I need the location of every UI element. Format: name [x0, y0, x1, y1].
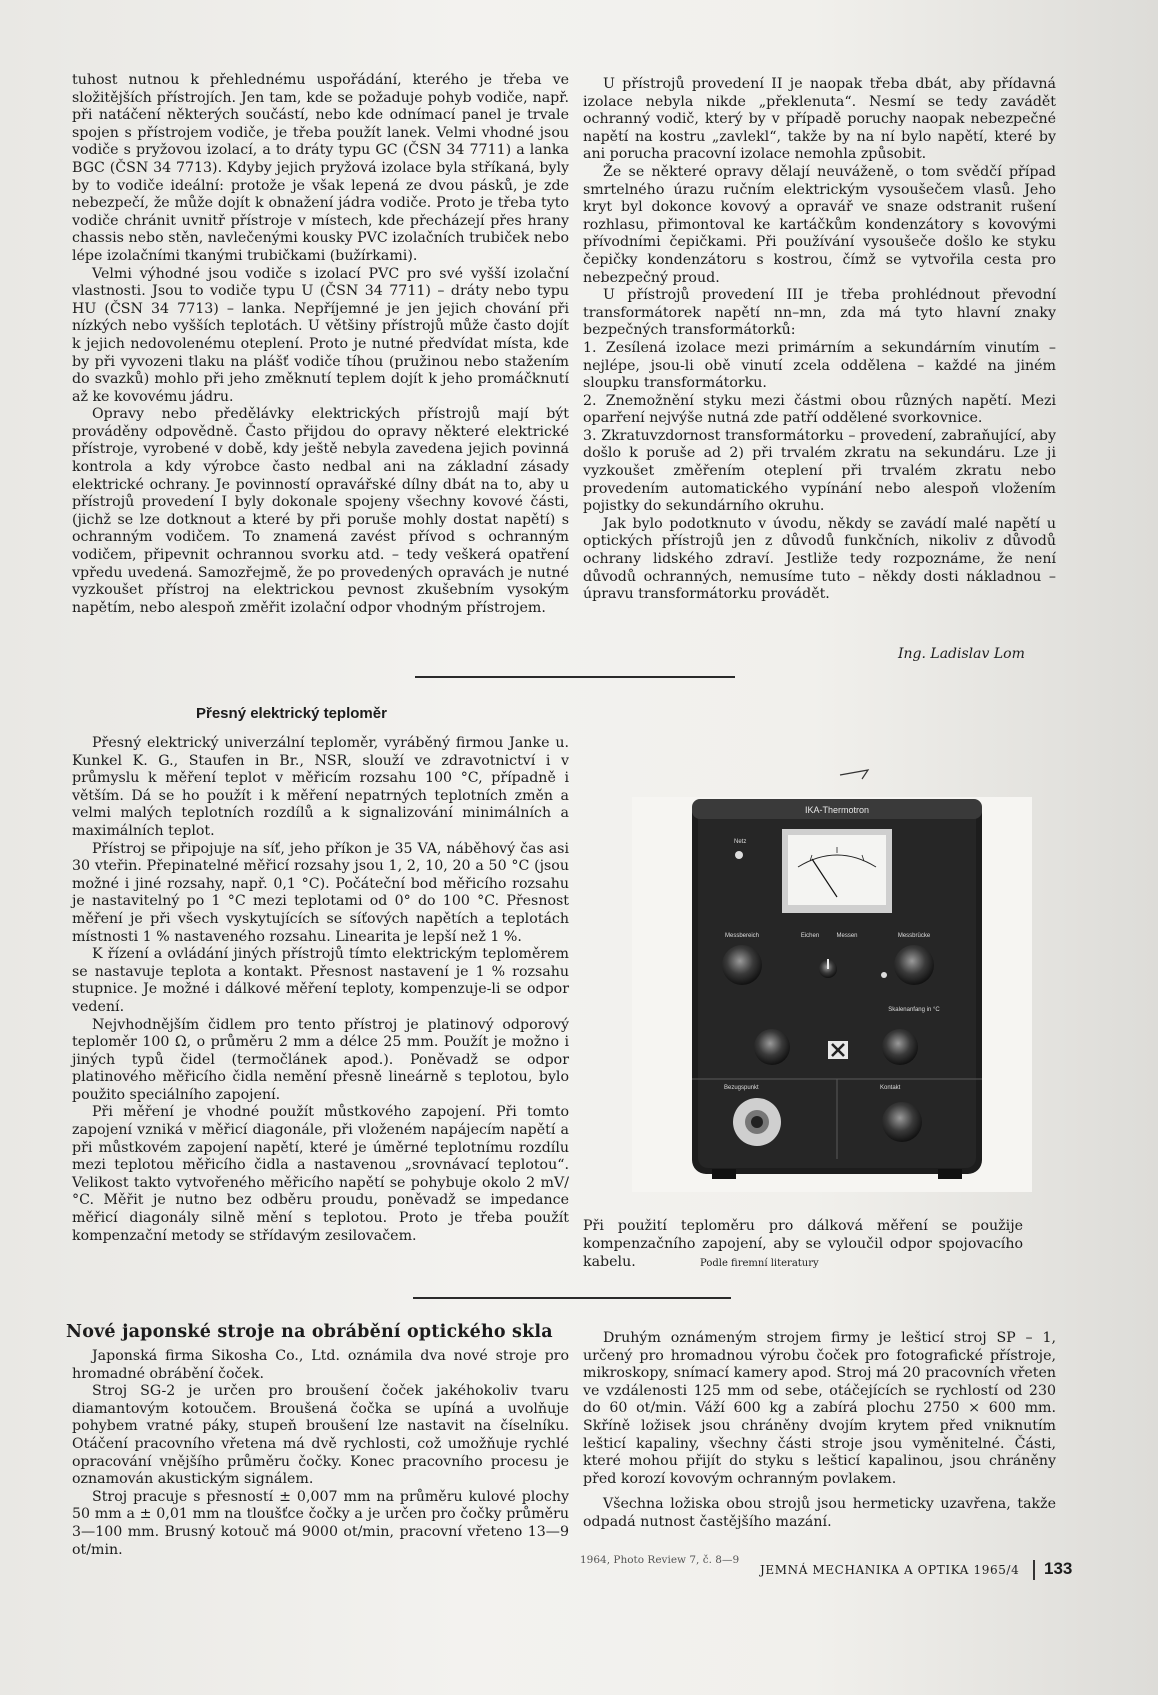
knob-label: Eichen	[800, 933, 820, 939]
article-column-thermometer	[72, 735, 569, 1245]
paragraph: Stroj pracuje s přesností ± 0,007 mm na průměru kulové plochy 50 mm a ± 0,01 mm na tloušťce čočky a je určen pro čočky průměru 3—100 mm. Brusný kotouč má 9000 ot/min, pracovní vřeteno 13—9 ot/min.	[72, 1488, 569, 1558]
device-brand-label: IKA-Thermotron	[804, 805, 870, 815]
footer-divider	[1033, 1560, 1035, 1580]
article-column-japanese-right	[583, 1330, 1056, 1532]
section-divider	[415, 676, 735, 678]
paragraph: Přesný elektrický univerzální teploměr, vyráběný firmou Janke u. Kunkel K. G., Staufen in Br., NSR, slouží ve zdravotnictví i v průmyslu k měření teplot v měřicím rozsahu 100 °C, případně i větším. Dá se ho použít i k měření nepatrných teplotních změn a velmi malých teplotních rozdílů a k signalizování minimálních a maximálních teplot.	[72, 735, 569, 839]
paragraph: Jak bylo podotknuto v úvodu, někdy se zavádí malé napětí u optických přístrojů jen z důvodů funkčních, nikoliv z důvodů ochrany lidského zdraví. Jestliže tedy rozpoznáme, že není důvodů ochranných, nemusíme tuto – někdy dosti nákladnou – úpravu transformátorku provádět.	[583, 515, 1056, 603]
article-title-japanese: Nové japonské stroje na obrábění optického skla	[66, 1322, 553, 1342]
paragraph: U přístrojů provedení II je naopak třeba dbát, aby přídavná izolace nebyla nikde „překlenuta“. Nesmí se tedy zavádět ochranný vodič, který by v případě poruchy naopak nebezpečné napětí na kostru „zavlekl“, takže by na ní bylo napětí, které by ani porucha pracovní izolace nemohla způsobit.	[583, 76, 1056, 163]
paragraph: Všechna ložiska obou strojů jsou hermeticky uzavřena, takže odpadá nutnost častějšího mazání.	[583, 1496, 1056, 1530]
contact-knob-icon	[882, 1102, 922, 1142]
caption-source: Podle firemní literatury	[700, 1258, 819, 1269]
pen-mark-icon	[838, 767, 878, 787]
knob-label: Messbereich	[724, 933, 760, 939]
paragraph: Stroj SG-2 je určen pro broušení čoček jakéhokoliv tvaru diamantovým kotoučem. Broušená čočka se upíná a uvolňuje pohybem vratné páky, stupeň broušení lze nastavit na číselníku. Otáčení pracovního vřetena má dvě rychlosti, což umožňuje rychlé opracování vnějšího průměru čočky. Konec pracovního procesu je oznamován akustickým signálem.	[72, 1383, 569, 1488]
paragraph: Že se některé opravy dělají neuváženě, o tom svědčí případ smrtelného úrazu ručním elektrickým vysoušečem vlasů. Jeho kryt byl dokonce kovový a opravář ve snaze odstranit rušení rozhlasu, přimontoval ke kartáčkům kondenzátory s kovovými přívodními čepičkami. Při používání vysoušeče došlo ke styku čepičky kondenzátoru s kostrou, čímž se vytvořila cesta pro nebezpečný proud.	[583, 163, 1056, 286]
paragraph: Opravy nebo předělávky elektrických přístrojů mají být prováděny odpovědně. Často přijdou do opravy některé elektrické přístroje, vyrobené v době, kdy ještě nebyla zavedena jejich povinná kontrola a kdy výrobce často nedbal ani na základní zásady elektrické ochrany. Je povinností opravářské dílny dbát na to, aby u přístrojů provedení I byly dokonale spojeny všechny kovové části, (jichž se lze dotknout a které by při poruše mohly dostat napětí) s ochranným vodičem. To znamená zavést přívod s ochranným vodičem, připevnit ochrannou svorku atd. – tedy veškerá opatření vpředu uvedená. Samozřejmě, že po provedených opravách je nutné vyzkoušet přístroj na elektrickou pevnost zkušebním vysokým napětím, nebo alespoň změřit izolační odpor vhodným přístrojem.	[72, 406, 569, 616]
section-divider	[413, 1297, 731, 1299]
article-column-japanese-left	[72, 1348, 569, 1559]
list-item: 1. Zesílená izolace mezi primárním a sekundárním vinutím – nejlépe, jsou-li obě vinutí zcela oddělena – každé na jiném sloupku transformátorku.	[583, 339, 1056, 392]
paragraph: U přístrojů provedení III je třeba prohlédnout převodní transformátorek napětí nn–mn, zda má tyto hlavní znaky bezpečných transformátorků:	[583, 287, 1056, 339]
page-number: 133	[1044, 1559, 1073, 1578]
list-item: 3. Zkratuvzdornost transformátorku – provedení, zabraňující, aby došlo k poruše ad 2) při trvalém zkratu na sekundáru. Lze ji vyzkoušet změřením oteplení při trvalém zkratu nebo provedením automatického vypínání nebo alespoň vložením pojistky do sekundárního okruhu.	[583, 427, 1056, 515]
bridge-knob-icon	[894, 945, 934, 985]
paragraph: Přístroj se připojuje na síť, jeho příkon je 35 VA, náběhový čas asi 30 vteřin. Přepinatelné měřicí rozsahy jsou 1, 2, 10, 20 a 50 °C (jsou možné i jiné rozsahy, např. 0,1 °C). Počáteční bod měřicího rozsahu je nastavitelný po 1 °C mezi teplotami od 0° do 100 °C. Přesnost měření je při všech vyskytujících se síťových napětích a teplotách místnosti 1 % nastaveného rozsahu. Linearita je lepší než 1 %.	[72, 840, 569, 945]
paragraph: Japonská firma Sikosha Co., Ltd. oznámila dva nové stroje pro hromadné obrábění čoček.	[72, 1348, 569, 1382]
paragraph: Velmi výhodné jsou vodiče s izolací PVC pro své vyšší izolační vlastnosti. Jsou to vodiče typu U (ČSN 34 7711) – dráty nebo typu HU (ČSN 34 7713) – lanka. Nepříjemné je jen jejich chování při nízkých nebo vyšších teplotách. U většiny přístrojů může často dojít k jejich nedovolenému oteplení. Proto je nutné předvídat místa, kde by při vyvozeni tlaku na plášť vodiče tíhou (pružinou nebo stažením do svazků) mohlo při jeho změknutí teplem dojít k jeho promáčknutí až ke kovovému jádru.	[72, 265, 569, 405]
knob-label: Messbrücke	[897, 933, 931, 939]
paragraph: K řízení a ovládání jiných přístrojů tímto elektrickým teploměrem se nastavuje teplota a kontakt. Přesnost nastavení je 1 % rozsahu stupnice. Je možné i dálkové měření teploty, kompenzuje-li se odpor vedení.	[72, 946, 569, 1015]
article-column-top-left	[72, 72, 569, 617]
photo-caption: Při použití teploměru pro dálková měření se použije kompenzačního zapojení, aby se vyloučil odpor spojovacího kabelu.	[583, 1218, 1023, 1270]
knob-label: Messen	[836, 933, 858, 939]
paragraph: tuhost nutnou k přehlednému uspořádání, kterého je třeba ve složitějších přístrojích. Jen tam, kde se požaduje pohyb vodiče, např. při natáčení některých součástí, nebo kde odnímací panel je trvale spojen s přístrojem vodiče, je třeba použít lanek. Velmi vhodné jsou vodiče s pryžovou izolací, a to dráty typu GC (ČSN 34 7711) a lanka BGC (ČSN 34 7713). Kdyby jejich pryžová izolace byla stříkaná, byly by to vodiče ideální: protože je však lepená ze dvou pásků, je zde nebezpečí, že může dojít k obnažení jádra vodiče. Proto je třeba tyto vodiče chránit uvnitř přístroje v místech, kde přecházejí přes hrany chassis nebo stěn, navlečenými kousky PVC izolačních trubiček nebo lépe izolačními tkanými trubičkami (bužírkami).	[72, 72, 569, 264]
list-item: 2. Znemožnění styku mezi částmi obou různých napětí. Mezi oparření nejvýše nutná zde patří oddělené svorkovnice.	[583, 392, 1056, 427]
paragraph: Druhým oznámeným strojem firmy je lešticí stroj SP – 1, určený pro hromadnou výrobu čoček pro fotografické přístroje, mikroskopy, snímací kamery apod. Stroj má 20 pracovních vřeten ve vzdálenosti 125 mm od sebe, otáčejících se rychlostí od 230 do 60 ot/min. Váží 600 kg a zabírá plochu 2750 × 600 mm. Skříně ložisek jsou chráněny dvojím krytem před vniknutím lešticí kapaliny, všechny části stroje jsou vyměnitelné. Části, které mohou přijít do styku s lešticí kapalinou, jsou chráněny před korozí kovovým ochranným povlakem.	[583, 1330, 1056, 1487]
article-title-thermometer: Přesný elektrický teploměr	[196, 705, 387, 722]
source-reference: 1964, Photo Review 7, č. 8—9	[580, 1554, 740, 1566]
paragraph: Nejvhodnějším čidlem pro tento přístroj je platinový odporový teploměr 100 Ω, o průměru 2 mm a délce 25 mm. Použít je možno i jiných typů čidel (termočlánek apod.). Poněvadž se odpor platinového měřicího čidla nemění přesně lineárně s teplotou, bylo použito speciálního zapojení.	[72, 1016, 569, 1103]
range-knob-icon	[722, 945, 762, 985]
bottom-right-label: Kontakt	[880, 1085, 901, 1091]
netz-label: Netz	[734, 839, 747, 845]
author-signature: Ing. Ladislav Lom	[898, 646, 1025, 662]
device-photo	[632, 797, 1032, 1192]
article-column-top-right	[583, 76, 1056, 604]
bottom-left-label: Bezugspunkt	[724, 1085, 759, 1091]
scale-label: Skalenanfang in °C	[888, 1007, 940, 1013]
journal-footer: JEMNÁ MECHANIKA A OPTIKA 1965/4	[760, 1563, 1020, 1577]
paragraph: Při měření je vhodné použít můstkového zapojení. Při tomto zapojení vzniká v měřicí diagonále, při vloženém napájecím napětí a při můstkovém zapojení napětí, které je úměrné teplotnímu rozdílu mezi teplotou měřicího čidla a nastavenou „srovnávací teplotou“. Velikost takto vytvořeného měřicího napětí se pohybuje okolo 2 mV/°C. Měřit je nutno bez odběru proudu, poněvadž se impedance měřicí diagonály silně mění s teplotou. Proto je třeba použít kompenzační metody se střídavým zesilovačem.	[72, 1104, 569, 1244]
